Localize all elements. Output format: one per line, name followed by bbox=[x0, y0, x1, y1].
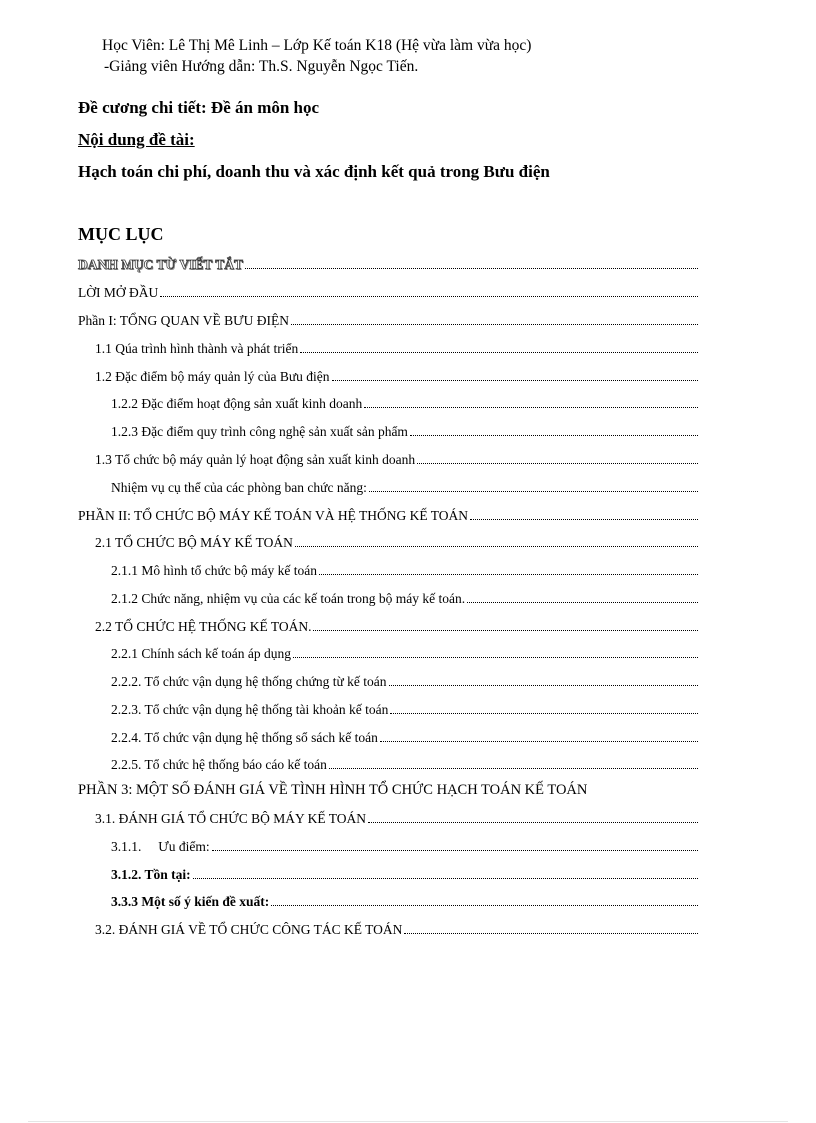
toc-item: 2.2.3. Tổ chức vận dụng hệ thống tài khoản kế toán bbox=[111, 701, 698, 721]
toc-title: MỤC LỤC bbox=[78, 224, 164, 244]
toc-item: 3.1.1. Ưu điểm: bbox=[111, 838, 698, 858]
supervisor-info: -Giảng viên Hướng dẫn: Th.S. Nguyễn Ngọc Tiến. bbox=[104, 58, 419, 75]
toc-item: 2.2.5. Tổ chức hệ thống báo cáo kế toán bbox=[111, 756, 698, 776]
toc-item: PHẦN II: TỔ CHỨC BỘ MÁY KẾ TOÁN VÀ HỆ THỐNG KẾ TOÁN bbox=[78, 507, 698, 527]
toc-item: 3.1.2. Tồn tại: bbox=[111, 866, 698, 886]
topic-title: Hạch toán chi phí, doanh thu và xác định kết quả trong Bưu điện bbox=[78, 162, 550, 181]
toc-item: 1.2 Đặc điểm bộ máy quản lý của Bưu điện bbox=[95, 368, 698, 388]
toc-item: 3.2. ĐÁNH GIÁ VỀ TỔ CHỨC CÔNG TÁC KẾ TOÁN bbox=[95, 921, 698, 941]
toc-item: 3.1. ĐÁNH GIÁ TỔ CHỨC BỘ MÁY KẾ TOÁN bbox=[95, 810, 698, 830]
outline-title: Đề cương chi tiết: Đề án môn học bbox=[78, 98, 320, 117]
toc-item: 2.2 TỔ CHỨC HỆ THỐNG KẾ TOÁN. bbox=[95, 618, 698, 638]
toc-item: 1.3 Tổ chức bộ máy quản lý hoạt động sản xuất kinh doanh bbox=[95, 451, 698, 471]
toc-item: 2.1.2 Chức năng, nhiệm vụ của các kế toán trong bộ máy kế toán. bbox=[111, 590, 698, 610]
content-label: Nội dung đề tài: bbox=[78, 130, 195, 149]
toc-item: Nhiệm vụ cụ thể của các phòng ban chức năng: bbox=[111, 479, 698, 499]
toc-item: 3.3.3 Một số ý kiến đề xuất: bbox=[111, 893, 698, 913]
toc-item: 2.2.1 Chính sách kế toán áp dụng bbox=[111, 645, 698, 665]
toc-item: 2.1.1 Mô hình tổ chức bộ máy kế toán bbox=[111, 562, 698, 582]
student-info: Học Viên: Lê Thị Mê Linh – Lớp Kế toán K18 (Hệ vừa làm vừa học) bbox=[102, 37, 532, 54]
toc-item: 2.2.4. Tổ chức vận dụng hệ thống sổ sách kế toán bbox=[111, 729, 698, 749]
toc-item: 2.1 TỔ CHỨC BỘ MÁY KẾ TOÁN bbox=[95, 534, 698, 554]
toc-item: LỜI MỞ ĐẦU bbox=[78, 284, 698, 304]
toc-item: 1.2.2 Đặc điểm hoạt động sản xuất kinh doanh bbox=[111, 395, 698, 415]
toc-item: 1.2.3 Đặc điểm quy trình công nghệ sản xuất sản phẩm bbox=[111, 423, 698, 443]
toc-item: Phần I: TỔNG QUAN VỀ BƯU ĐIỆN bbox=[78, 312, 698, 332]
page-bottom-rule bbox=[28, 1121, 788, 1122]
toc-item: 2.2.2. Tổ chức vận dụng hệ thống chứng từ kế toán bbox=[111, 673, 698, 693]
toc-item: DANH MỤC TỪ VIẾT TẮT bbox=[78, 256, 698, 276]
toc-item: 1.1 Qúa trình hình thành và phát triển bbox=[95, 340, 698, 360]
toc-item: PHẦN 3: MỘT SỐ ĐÁNH GIÁ VỀ TÌNH HÌNH TỔ CHỨC HẠCH TOÁN KẾ TOÁN bbox=[78, 782, 588, 798]
